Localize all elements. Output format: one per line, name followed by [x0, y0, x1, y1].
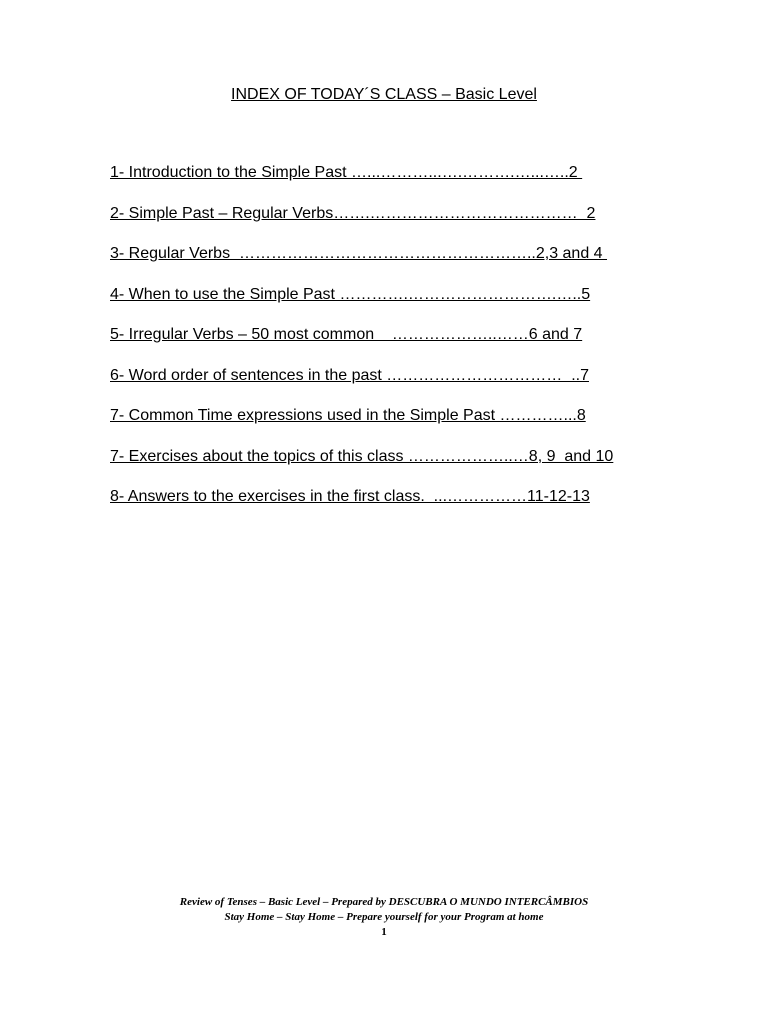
footer-line-2: Stay Home – Stay Home – Prepare yourself for your Program at home: [224, 911, 544, 923]
toc-entry: 8- Answers to the exercises in the first class. ...……………11-12-13: [110, 488, 590, 505]
page-number: 1: [381, 926, 387, 938]
table-of-contents: [110, 163, 613, 528]
page-title: INDEX OF TODAY´S CLASS – Basic Level: [231, 86, 537, 103]
toc-entry: 5- Irregular Verbs – 50 most common ………………..……6 and 7: [110, 326, 583, 343]
footer-line-1: Review of Tenses – Basic Level – Prepared by DESCUBRA O MUNDO INTERCÂMBIOS: [179, 896, 589, 908]
toc-entry: 7- Common Time expressions used in the Simple Past …………...8: [110, 407, 586, 424]
toc-entry: 3- Regular Verbs ………………………………………………..2,3 and 4: [110, 245, 608, 262]
toc-entry: 7- Exercises about the topics of this class ………………..…8, 9 and 10: [110, 447, 614, 465]
toc-entry: 2- Simple Past – Regular Verbs…….………………………………… 2: [110, 204, 596, 222]
toc-entry: 1- Introduction to the Simple Past …...………...….……….…...…..2: [110, 164, 583, 181]
toc-entry: 4- When to use the Simple Past ………….……………………….…..5: [110, 285, 591, 303]
toc-entry: 6- Word order of sentences in the past …………………………… ..7: [110, 366, 589, 384]
page-footer: [0, 895, 768, 940]
